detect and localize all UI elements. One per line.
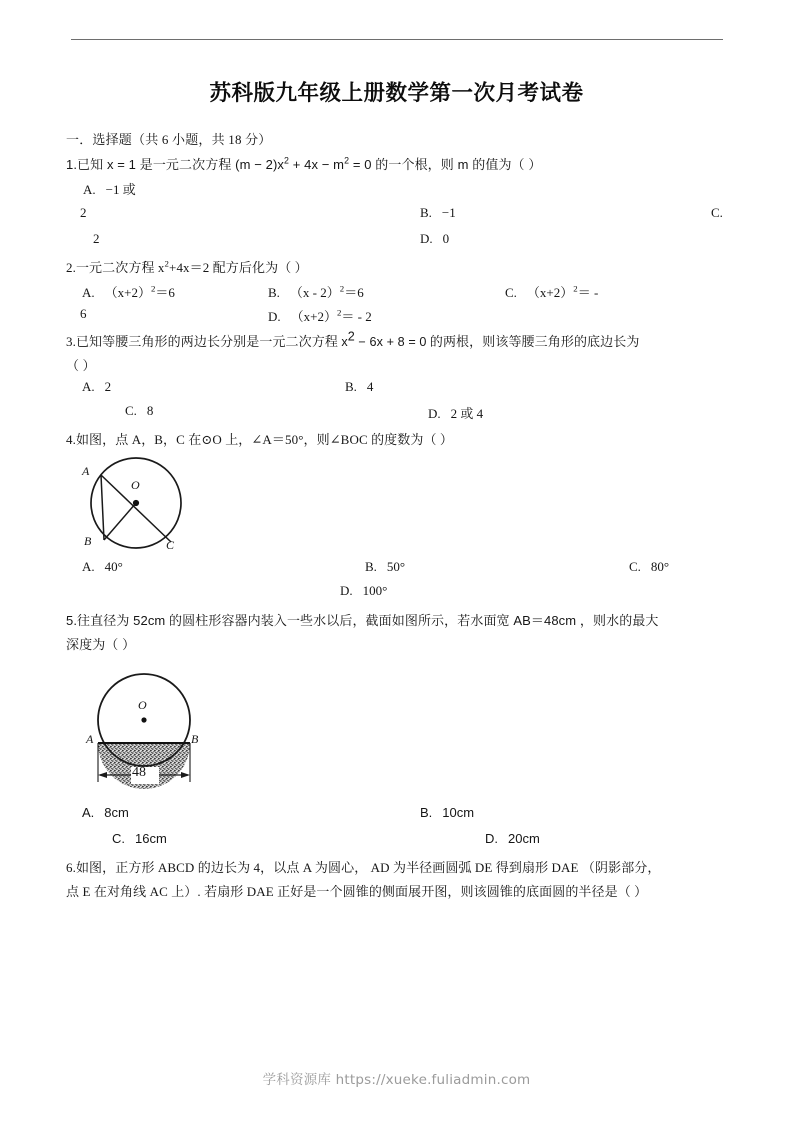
question-2-stem <box>66 256 308 279</box>
q1-eq1: x = 1 <box>106 157 137 172</box>
q1-eq2a: (m − 2)x <box>235 157 284 172</box>
q1-option-a-cont <box>80 205 87 221</box>
q2-option-a[interactable] <box>82 282 175 301</box>
q2-lead: 2.一元二次方程 x <box>66 260 165 275</box>
q2-sup: 2 <box>164 258 170 269</box>
q2-option-d-text-b: ＝ - 2 <box>341 309 372 324</box>
question-5-stem-line1: 5.往直径为 52cm 的圆柱形容器内装入一些水以后，截面如图所示，若水面宽 AB＝48cm ，则水的最大 <box>66 613 659 628</box>
q2-option-a-sup: 2 <box>150 283 156 294</box>
q4-option-a[interactable] <box>82 559 123 575</box>
q3-lead: 3.已知等腰三角形的两边长分别是一元二次方程 <box>66 334 342 349</box>
q5-option-b[interactable] <box>420 805 474 820</box>
water-label-a: A <box>86 732 94 746</box>
q1-option-c[interactable] <box>711 205 733 221</box>
q1-option-b[interactable] <box>420 205 456 221</box>
q4-option-c[interactable] <box>629 559 669 575</box>
q5-option-c-label: C. <box>112 831 125 846</box>
q4-option-b[interactable] <box>365 559 405 575</box>
q1-option-a[interactable] <box>83 179 136 198</box>
question-5-stem-line2: 深度为（ ） <box>66 637 136 652</box>
q1-mid2: 的一个根，则 <box>371 157 458 172</box>
q3-option-c-text: 8 <box>146 403 154 418</box>
q1-option-c-cont-text: 2 <box>93 231 100 246</box>
question-3-stem <box>66 330 639 354</box>
question-6-stem-line1: 6.如图，正方形 ABCD 的边长为 4，以点 A 为圆心， AD 为半径画圆弧 DE 得到扇形 DAE （阴影部分， <box>66 860 661 875</box>
question-4-stem: 4.如图，点 A，B，C 在⊙O 上，∠A＝50°，则∠BOC 的度数为（ ） <box>66 432 454 447</box>
q4-option-a-text: 40° <box>104 559 123 574</box>
circle-label-b: B <box>84 534 92 548</box>
section-heading: 一．选择题（共 6 小题，共 18 分） <box>66 132 272 147</box>
q3-option-a-text: 2 <box>104 379 112 394</box>
q3-option-d[interactable] <box>428 403 483 422</box>
q4-option-d-label: D. <box>340 583 353 598</box>
q4-option-d[interactable] <box>340 583 387 599</box>
water-label-b: B <box>191 732 199 746</box>
q3-eq-b: − 6x + 8 = 0 <box>354 335 427 349</box>
q1-option-a-text: −1 或 <box>105 182 136 197</box>
q2-option-b-text-b: ＝6 <box>344 285 364 300</box>
q4-option-d-text: 100° <box>362 583 388 598</box>
q1-option-d[interactable] <box>420 231 449 247</box>
q1-option-b-text: −1 <box>441 205 456 220</box>
q5-option-d-label: D. <box>485 831 498 846</box>
cylinder-water-cross-section-diagram <box>76 660 221 790</box>
q1-lead: 1.已知 <box>66 157 107 172</box>
q2-option-c-cont <box>80 306 87 322</box>
q2-option-d-sup: 2 <box>336 307 342 318</box>
q1-eq2b: + 4x − m <box>289 157 345 172</box>
q1-eq2c: = 0 <box>349 157 372 172</box>
question-1-stem <box>66 153 541 176</box>
q3-option-c-label: C. <box>125 403 137 418</box>
q1-eq2-sup1: 2 <box>283 155 289 166</box>
q3-option-a[interactable] <box>82 379 111 395</box>
q5-option-a-label: A. <box>82 805 95 820</box>
q1-option-a-label: A. <box>83 182 96 197</box>
q2-option-d-label: D. <box>268 309 281 324</box>
q5-option-a[interactable] <box>82 805 129 820</box>
q5-option-d[interactable] <box>485 831 540 846</box>
q5-option-c-text: 16cm <box>135 831 167 846</box>
q3-option-b-label: B. <box>345 379 357 394</box>
footer-watermark: 学科资源库 https://xueke.fuliadmin.com <box>262 1072 531 1088</box>
q5-option-a-text: 8cm <box>104 805 129 820</box>
q3-eq-sup: 2 <box>347 329 355 344</box>
q2-option-c-sup: 2 <box>573 283 578 294</box>
q4-option-c-text: 80° <box>650 559 670 574</box>
q2-mid: +4x＝2 配方后化为（ ） <box>169 260 308 275</box>
q5-option-d-text: 20cm <box>508 831 540 846</box>
q1-mid1: 是一元二次方程 <box>136 157 236 172</box>
q3-option-d-text: 2 或 4 <box>450 406 484 421</box>
q2-option-c-label: C. <box>505 285 517 300</box>
q4-option-b-text: 50° <box>386 559 406 574</box>
q3-option-a-label: A. <box>82 379 95 394</box>
circle-inscribed-angle-diagram <box>72 452 202 557</box>
q4-option-c-label: C. <box>629 559 641 574</box>
q2-option-c-cont-text: 6 <box>80 306 87 321</box>
q2-option-d[interactable] <box>268 306 372 325</box>
q1-option-a-cont-text: 2 <box>80 205 87 220</box>
q2-option-a-text-a: （x+2） <box>104 285 151 300</box>
q5-option-b-text: 10cm <box>442 805 475 820</box>
q3-option-c[interactable] <box>125 403 153 419</box>
circle-label-c: C <box>166 538 175 552</box>
q3-option-b[interactable] <box>345 379 373 395</box>
q2-option-b-text-a: （x - 2） <box>289 285 340 300</box>
q2-option-a-text-b: ＝6 <box>155 285 175 300</box>
q1-option-d-label: D. <box>420 231 433 246</box>
q2-option-c-text-b: ＝ - <box>577 285 599 300</box>
q1-option-c-label: C. <box>711 205 723 220</box>
q4-option-a-label: A. <box>82 559 95 574</box>
water-label-o: O <box>138 698 147 712</box>
q1-option-c-cont <box>93 231 100 247</box>
q5-option-c[interactable] <box>112 831 167 846</box>
q3-option-d-label: D. <box>428 406 441 421</box>
q2-option-a-label: A. <box>82 285 95 300</box>
q1-eq2-sup2: 2 <box>344 155 350 166</box>
q1-tail: 的值为（ ） <box>468 157 542 172</box>
q3-option-b-text: 4 <box>366 379 374 394</box>
q2-option-b[interactable] <box>268 282 364 301</box>
q3-tail: 的两根，则该等腰三角形的底边长为 <box>426 334 640 349</box>
question-3-stem-line2: （ ） <box>66 358 96 373</box>
q2-option-b-label: B. <box>268 285 280 300</box>
q2-option-c-text-a: （x+2） <box>526 285 574 300</box>
q1-option-d-text: 0 <box>442 231 450 246</box>
q1-option-b-label: B. <box>420 205 432 220</box>
circle-label-a: A <box>82 464 90 478</box>
q2-option-d-text-a: （x+2） <box>290 309 337 324</box>
q1-var: m <box>457 157 469 172</box>
water-width-label: 48 <box>132 765 146 780</box>
q4-option-b-label: B. <box>365 559 377 574</box>
q2-option-b-sup: 2 <box>339 283 345 294</box>
page-title: 苏科版九年级上册数学第一次月考试卷 <box>209 81 584 106</box>
q5-option-b-label: B. <box>420 805 433 820</box>
question-6-stem-line2: 点 E 在对角线 AC 上）. 若扇形 DAE 正好是一个圆锥的侧面展开图，则该圆锥的底面圆的半径是（ ） <box>66 884 648 899</box>
header-divider <box>71 39 723 40</box>
circle-label-o: O <box>131 478 140 492</box>
q3-eq-a: x <box>341 335 348 349</box>
q2-option-c[interactable] <box>505 282 598 301</box>
